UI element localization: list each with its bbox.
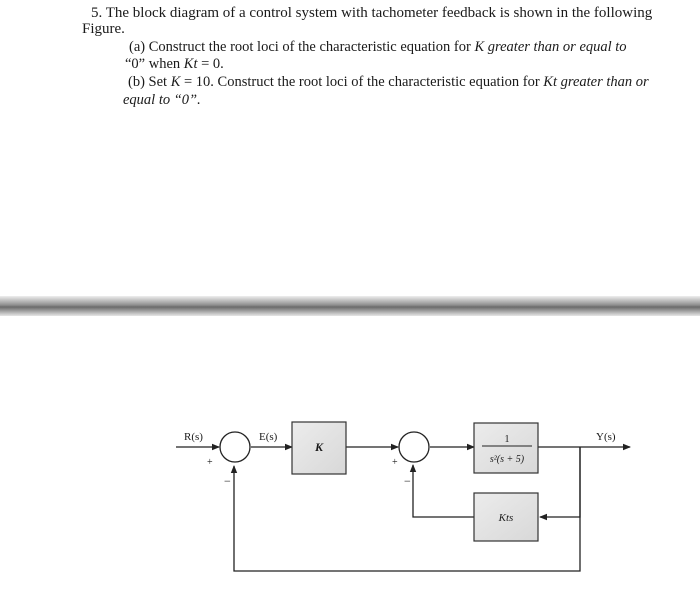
- part-a-prefix: (a) Construct the root loci of the characteristic equation for: [129, 39, 475, 55]
- output-label: Y(s): [596, 431, 616, 443]
- part-a-suffix: greater than or equal to: [484, 39, 627, 55]
- plant-block: [474, 423, 538, 473]
- problem-line-2: Figure.: [82, 21, 125, 37]
- summing-junction-2: [399, 432, 429, 462]
- gain-label: K: [314, 440, 324, 454]
- input-label: R(s): [184, 431, 203, 443]
- tachometer-label: Kts: [498, 512, 514, 524]
- sum2-plus-sign: +: [392, 457, 398, 468]
- tachometer-feedback-out: [413, 465, 474, 517]
- error-label: E(s): [259, 431, 278, 443]
- part-a-cont: “0” when: [125, 56, 184, 72]
- part-a-var: K: [474, 39, 485, 55]
- part-b-prefix: (b) Set: [128, 74, 171, 90]
- sum1-minus-sign: −: [224, 474, 231, 488]
- sum1-plus-sign: +: [207, 457, 213, 468]
- sum2-minus-sign: −: [404, 474, 411, 488]
- part-b-var: Kt: [543, 74, 557, 90]
- part-b-k-var: K: [170, 74, 181, 90]
- summing-junction-1: [220, 432, 250, 462]
- plant-numerator: 1: [504, 434, 510, 445]
- part-a-cond-val: = 0.: [197, 56, 224, 72]
- part-b-line-2: equal to “0”.: [123, 92, 201, 108]
- part-b-suffix: greater than or: [556, 74, 649, 90]
- tachometer-feedback-in: [540, 447, 580, 517]
- plant-denominator: s²(s + 5): [489, 454, 525, 465]
- problem-line-1: 5. The block diagram of a control system with tachometer feedback is shown in the following: [91, 5, 653, 21]
- part-b-k-val: = 10. Construct the root loci of the characteristic equation for: [180, 74, 544, 90]
- part-a-cond-var: Kt: [183, 56, 198, 72]
